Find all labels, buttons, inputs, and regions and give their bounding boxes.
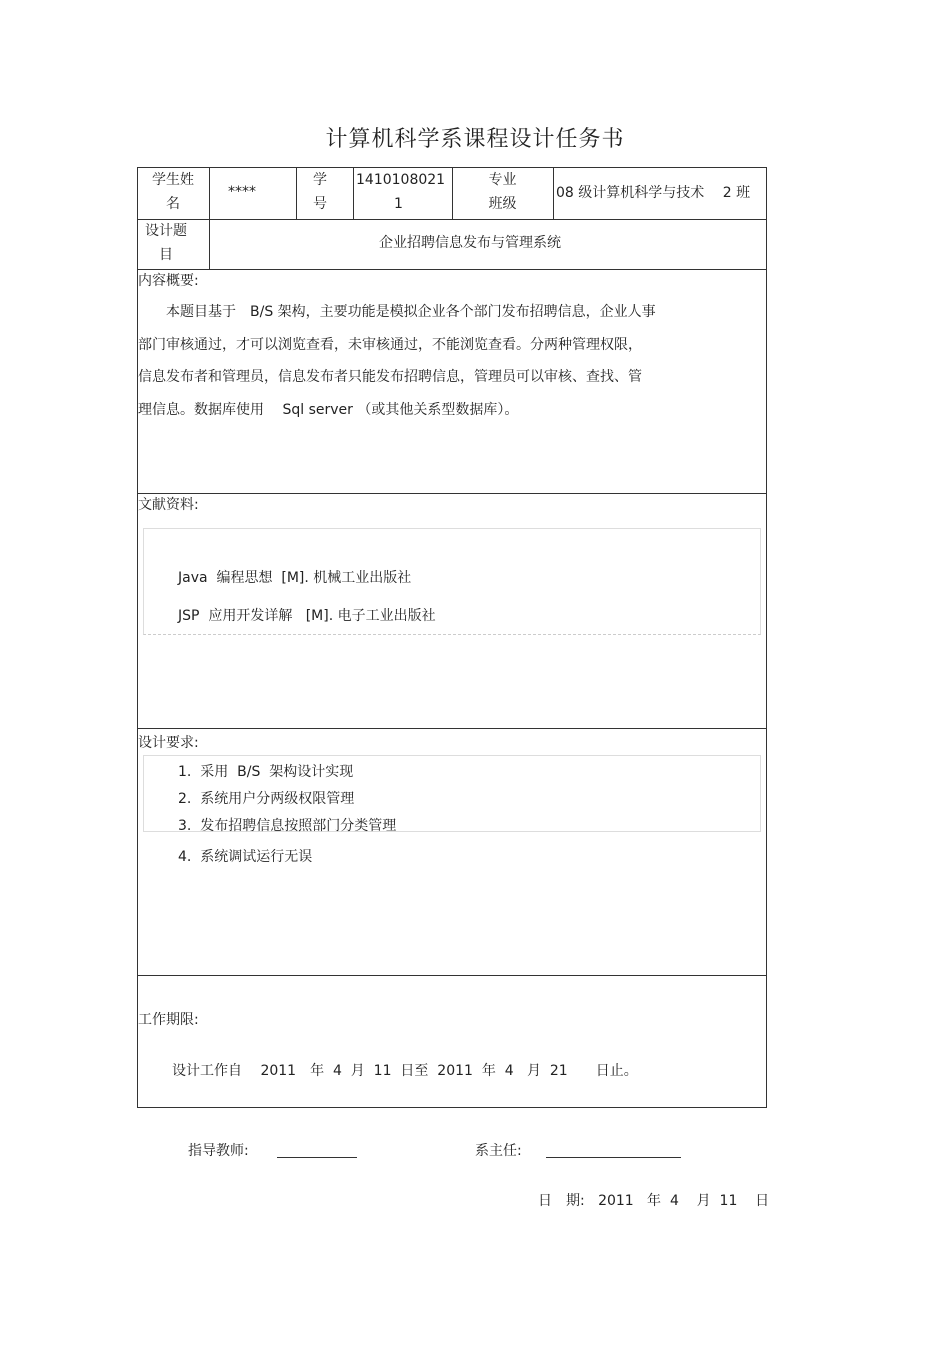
- summary-line: 信息发布者和管理员，信息发布者只能发布招聘信息，管理员可以审核、查找、管: [138, 369, 642, 385]
- label-line: 学生姓: [152, 172, 194, 188]
- period-label: 工作期限:: [138, 1012, 199, 1028]
- advisor-label: 指导教师:: [188, 1143, 249, 1159]
- design-topic-label: [138, 219, 194, 267]
- date-text: 日 期: 2011 年 4 月 11 日: [538, 1193, 770, 1209]
- summary-line: 理信息。数据库使用 Sql server （或其他关系型数据库）。: [138, 401, 519, 418]
- requirement-item: 4. 系统调试运行无误: [178, 849, 313, 865]
- design-topic-value: 企业招聘信息发布与管理系统: [379, 235, 561, 251]
- label-line: 专业: [488, 172, 517, 188]
- row-divider: [137, 219, 767, 220]
- summary-text: [138, 296, 656, 426]
- reference-item: Java 编程思想 [M]. 机械工业出版社: [178, 570, 412, 586]
- requirement-item: 3. 发布招聘信息按照部门分类管理: [178, 818, 397, 834]
- major-class-label: [453, 168, 552, 216]
- label-line: 班级: [488, 196, 517, 212]
- label-line: 学: [313, 172, 327, 188]
- summary-label: 内容概要:: [138, 273, 199, 289]
- references-label: 文献资料:: [138, 497, 199, 513]
- student-id-label: [297, 168, 343, 216]
- value-line: 1410108021: [356, 172, 446, 188]
- requirement-item: 1. 采用 B/S 架构设计实现: [178, 764, 354, 780]
- label-line: 名: [166, 196, 180, 212]
- label-line: 目: [159, 247, 173, 263]
- summary-line: 部门审核通过，才可以浏览查看，未审核通过，不能浏览查看。分两种管理权限，: [138, 336, 642, 353]
- period-text: 设计工作自 2011 年 4 月 11 日至 2011 年 4 月 21 日止。: [172, 1063, 638, 1079]
- row-divider: [137, 493, 767, 494]
- student-name-value: ****: [228, 184, 256, 200]
- advisor-signature-line: [277, 1157, 357, 1158]
- requirement-item: 2. 系统用户分两级权限管理: [178, 791, 355, 807]
- student-id-value: [356, 168, 448, 216]
- label-line: 设计题: [145, 223, 187, 239]
- value-line: 1: [394, 196, 403, 212]
- label-line: 号: [313, 196, 327, 212]
- column-divider: [353, 167, 354, 219]
- row-divider: [137, 975, 767, 976]
- requirements-label: 设计要求:: [138, 735, 199, 751]
- major-class-value: 08 级计算机科学与技术 2 班: [556, 185, 751, 201]
- row-divider: [137, 728, 767, 729]
- department-head-label: 系主任:: [475, 1143, 522, 1159]
- department-head-signature-line: [546, 1157, 681, 1158]
- student-name-label: [138, 168, 208, 216]
- page-title: 计算机科学系课程设计任务书: [325, 127, 625, 152]
- row-divider: [137, 269, 767, 270]
- summary-line: 本题目基于 B/S 架构，主要功能是模拟企业各个部门发布招聘信息，企业人事: [138, 304, 656, 320]
- reference-item: JSP 应用开发详解 [M]. 电子工业出版社: [178, 608, 436, 624]
- column-divider: [553, 167, 554, 219]
